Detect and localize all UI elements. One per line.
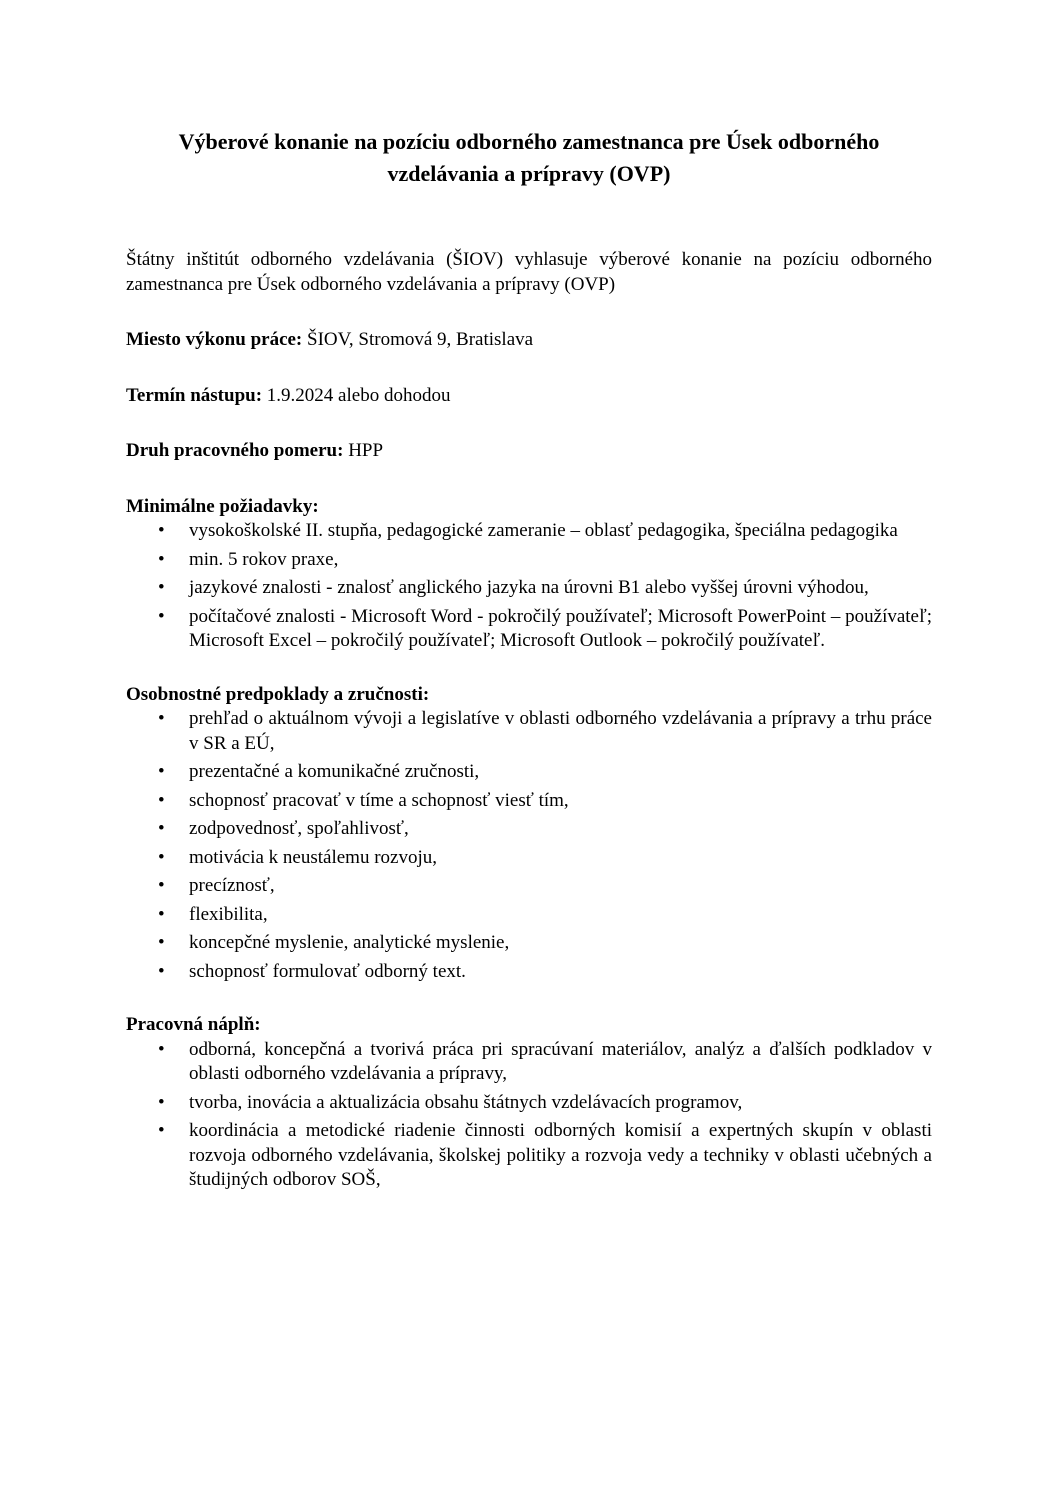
bullet-icon: • <box>158 903 165 925</box>
field-type-value: HPP <box>343 440 384 461</box>
list-item: • flexibilita, <box>126 903 932 928</box>
duties-title: Pracovná náplň: <box>126 1014 261 1035</box>
list-item: • vysokoškolské II. stupňa, pedagogické zameranie – oblasť pedagogika, špeciálna pedagogika <box>126 519 932 544</box>
list-item: • zodpovednosť, spoľahlivosť, <box>126 817 932 842</box>
duties-section <box>126 1013 932 1193</box>
list-item: • tvorba, inovácia a aktualizácia obsahu štátnych vzdelávacích programov, <box>126 1091 932 1116</box>
requirements-section <box>126 495 932 654</box>
list-item: • min. 5 rokov praxe, <box>126 548 932 573</box>
skills-title: Osobnostné predpoklady a zručnosti: <box>126 683 430 705</box>
bullet-icon: • <box>158 1120 165 1141</box>
bullet-icon: • <box>158 577 165 598</box>
bullet-icon: • <box>158 548 165 570</box>
bullet-icon: • <box>158 1038 165 1060</box>
skills-list <box>126 707 932 984</box>
bullet-icon: • <box>158 932 165 953</box>
list-item: • schopnosť formulovať odborný text. <box>126 960 932 985</box>
list-item: • odborná, koncepčná a tvorivá práca pri spracúvaní materiálov, analýz a ďalších podkladov v oblasti odborného vzdelávania a prípravy, <box>158 1038 932 1084</box>
skills-section <box>126 683 932 985</box>
bullet-icon: • <box>158 761 165 782</box>
requirements-list <box>126 519 932 654</box>
bullet-icon: • <box>158 605 165 627</box>
list-item: • prehľad o aktuálnom vývoji a legislatíve v oblasti odborného vzdelávania a prípravy a trhu práce v SR a EÚ, <box>158 708 932 754</box>
bullet-icon: • <box>158 875 165 896</box>
duties-list <box>126 1038 932 1193</box>
list-item: • schopnosť pracovať v tíme a schopnosť viesť tím, <box>126 789 932 814</box>
document-title: Výberové konanie na pozíciu odborného zamestnanca pre Úsek odborného vzdelávania a prípravy (OVP) <box>178 129 880 186</box>
bullet-icon: • <box>158 818 165 839</box>
bullet-icon: • <box>158 708 165 729</box>
list-item: • jazykové znalosti - znalosť anglického jazyka na úrovni B1 alebo vyššej úrovni výhodou, <box>126 576 932 601</box>
bullet-icon: • <box>158 520 165 541</box>
bullet-icon: • <box>158 846 165 868</box>
field-type-label: Druh pracovného pomeru: <box>126 440 344 461</box>
field-start-value: 1.9.2024 alebo dohodou <box>262 384 451 406</box>
bullet-icon: • <box>158 789 165 811</box>
list-item: • prezentačné a komunikačné zručnosti, <box>126 760 932 785</box>
list-item: • koordinácia a metodické riadenie činnosti odborných komisií a expertných skupín v oblasti rozvoja odborného vzdelávania, školskej politiky a rozvoja vedy a techniky v oblasti učebných a študijných odborov SOŠ, <box>158 1120 932 1190</box>
list-item: • počítačové znalosti - Microsoft Word - pokročilý používateľ; Microsoft PowerPoint – používateľ; Microsoft Excel – pokročilý používateľ; Microsoft Outlook – pokročilý používateľ. <box>158 605 932 651</box>
field-place-value: ŠIOV, Stromová 9, Bratislava <box>302 329 534 350</box>
requirements-title: Minimálne požiadavky: <box>126 495 319 517</box>
field-start-label: Termín nástupu: <box>126 384 263 406</box>
list-item: • koncepčné myslenie, analytické myslenie, <box>126 931 932 956</box>
bullet-icon: • <box>158 1091 165 1113</box>
field-start <box>126 384 932 409</box>
field-place-label: Miesto výkonu práce: <box>126 329 303 350</box>
bullet-icon: • <box>158 960 165 982</box>
field-place <box>126 328 932 353</box>
field-type <box>126 439 932 464</box>
list-item: • precíznosť, <box>126 874 932 899</box>
intro-paragraph: Štátny inštitút odborného vzdelávania (ŠIOV) vyhlasuje výberové konanie na pozíciu odborného zamestnanca pre Úsek odborného vzdelávania a prípravy (OVP) <box>126 249 932 295</box>
list-item: • motivácia k neustálemu rozvoju, <box>126 846 932 871</box>
